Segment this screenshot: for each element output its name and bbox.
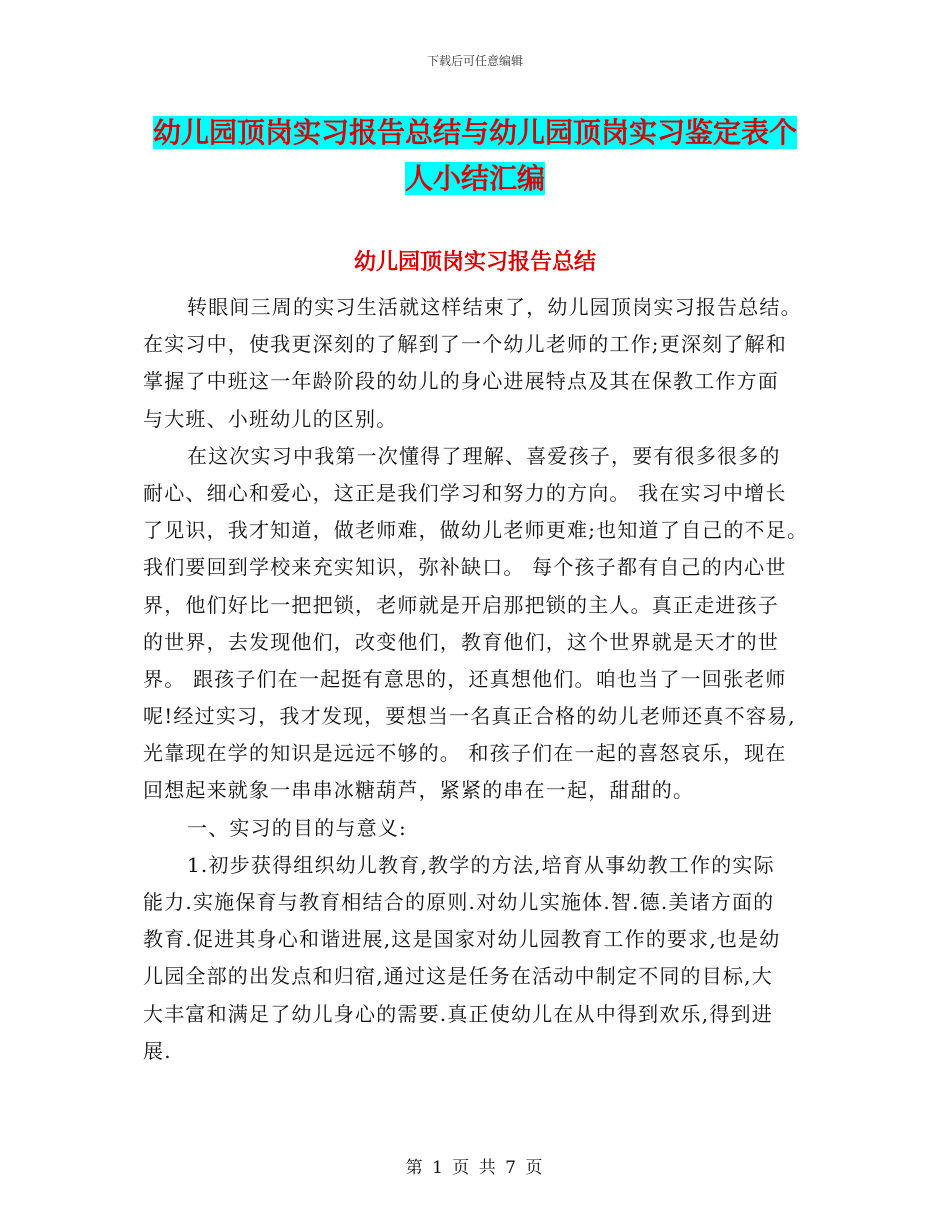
paragraph-line: 在实习中，使我更深刻的了解到了一个幼儿老师的工作;更深刻了解和 (143, 332, 787, 357)
title-line-1: 幼儿园顶岗实习报告总结与幼儿园顶岗实习鉴定表个 (152, 116, 797, 149)
section-title: 幼儿园顶岗实习报告总结 (353, 250, 596, 275)
title-line-2: 人小结汇编 (404, 162, 545, 195)
paragraph-line: 与大班、小班幼儿的区别。 (143, 406, 398, 431)
paragraph-line: 界，他们好比一把把锁，老师就是开启那把锁的主人。真正走进孩子 (143, 592, 779, 617)
paragraph-line: 耐心、细心和爱心，这正是我们学习和努力的方向。 我在实习中增长 (143, 480, 787, 505)
paragraph-line: 的世界，去发现他们，改变他们，教育他们，这个世界就是天才的世 (143, 629, 779, 654)
document-title (0, 110, 950, 202)
paragraph-line: 转眼间三周的实习生活就这样结束了，幼儿园顶岗实习报告总结。 (187, 295, 802, 319)
paragraph-line: 在这次实习中我第一次懂得了理解、喜爱孩子，要有很多很多的 (187, 443, 781, 468)
paragraph-line: 儿园全部的出发点和归宿,通过这是任务在活动中制定不同的目标,大 (143, 964, 773, 989)
page-footer: 第 1 页 共 7 页 (405, 1158, 545, 1178)
list-heading: 一、实习的目的与意义: (187, 815, 407, 840)
paragraph-line: 回想起来就象一串串冰糖葫芦，紧紧的串在一起，甜甜的。 (143, 778, 695, 803)
paragraph-line: 界。 跟孩子们在一起挺有意思的，还真想他们。咱也当了一回张老师 (143, 666, 787, 691)
paragraph-line: 呢!经过实习，我才发现，要想当一名真正合格的幼儿老师还真不容易, (143, 704, 796, 729)
paragraph-line: 大丰富和满足了幼儿身心的需要.真正使幼儿在从中得到欢乐,得到进 (143, 1001, 773, 1026)
paragraph-line: 我们要回到学校来充实知识，弥补缺口。 每个孩子都有自己的内心世 (143, 555, 787, 580)
paragraph-line: 光靠现在学的知识是远远不够的。 和孩子们在一起的喜怒哀乐，现在 (143, 741, 787, 766)
paragraph-line: 能力.实施保育与教育相结合的原则.对幼儿实施体.智.德.美诸方面的 (143, 890, 775, 914)
body-text (143, 289, 811, 1070)
paragraph-line: 了见识，我才知道，做老师难，做幼儿老师更难;也知道了自己的不足。 (143, 518, 809, 543)
header-note: 下载后可任意编辑 (426, 54, 523, 68)
paragraph-line: 掌握了中班这一年龄阶段的幼儿的身心进展特点及其在保教工作方面 (143, 369, 779, 394)
paragraph-line: 展. (143, 1038, 172, 1063)
paragraph-line: 1.初步获得组织幼儿教育,教学的方法,培育从事幼教工作的实际 (187, 852, 775, 877)
paragraph-line: 教育.促进其身心和谐进展,这是国家对幼儿园教育工作的要求,也是幼 (143, 927, 781, 952)
